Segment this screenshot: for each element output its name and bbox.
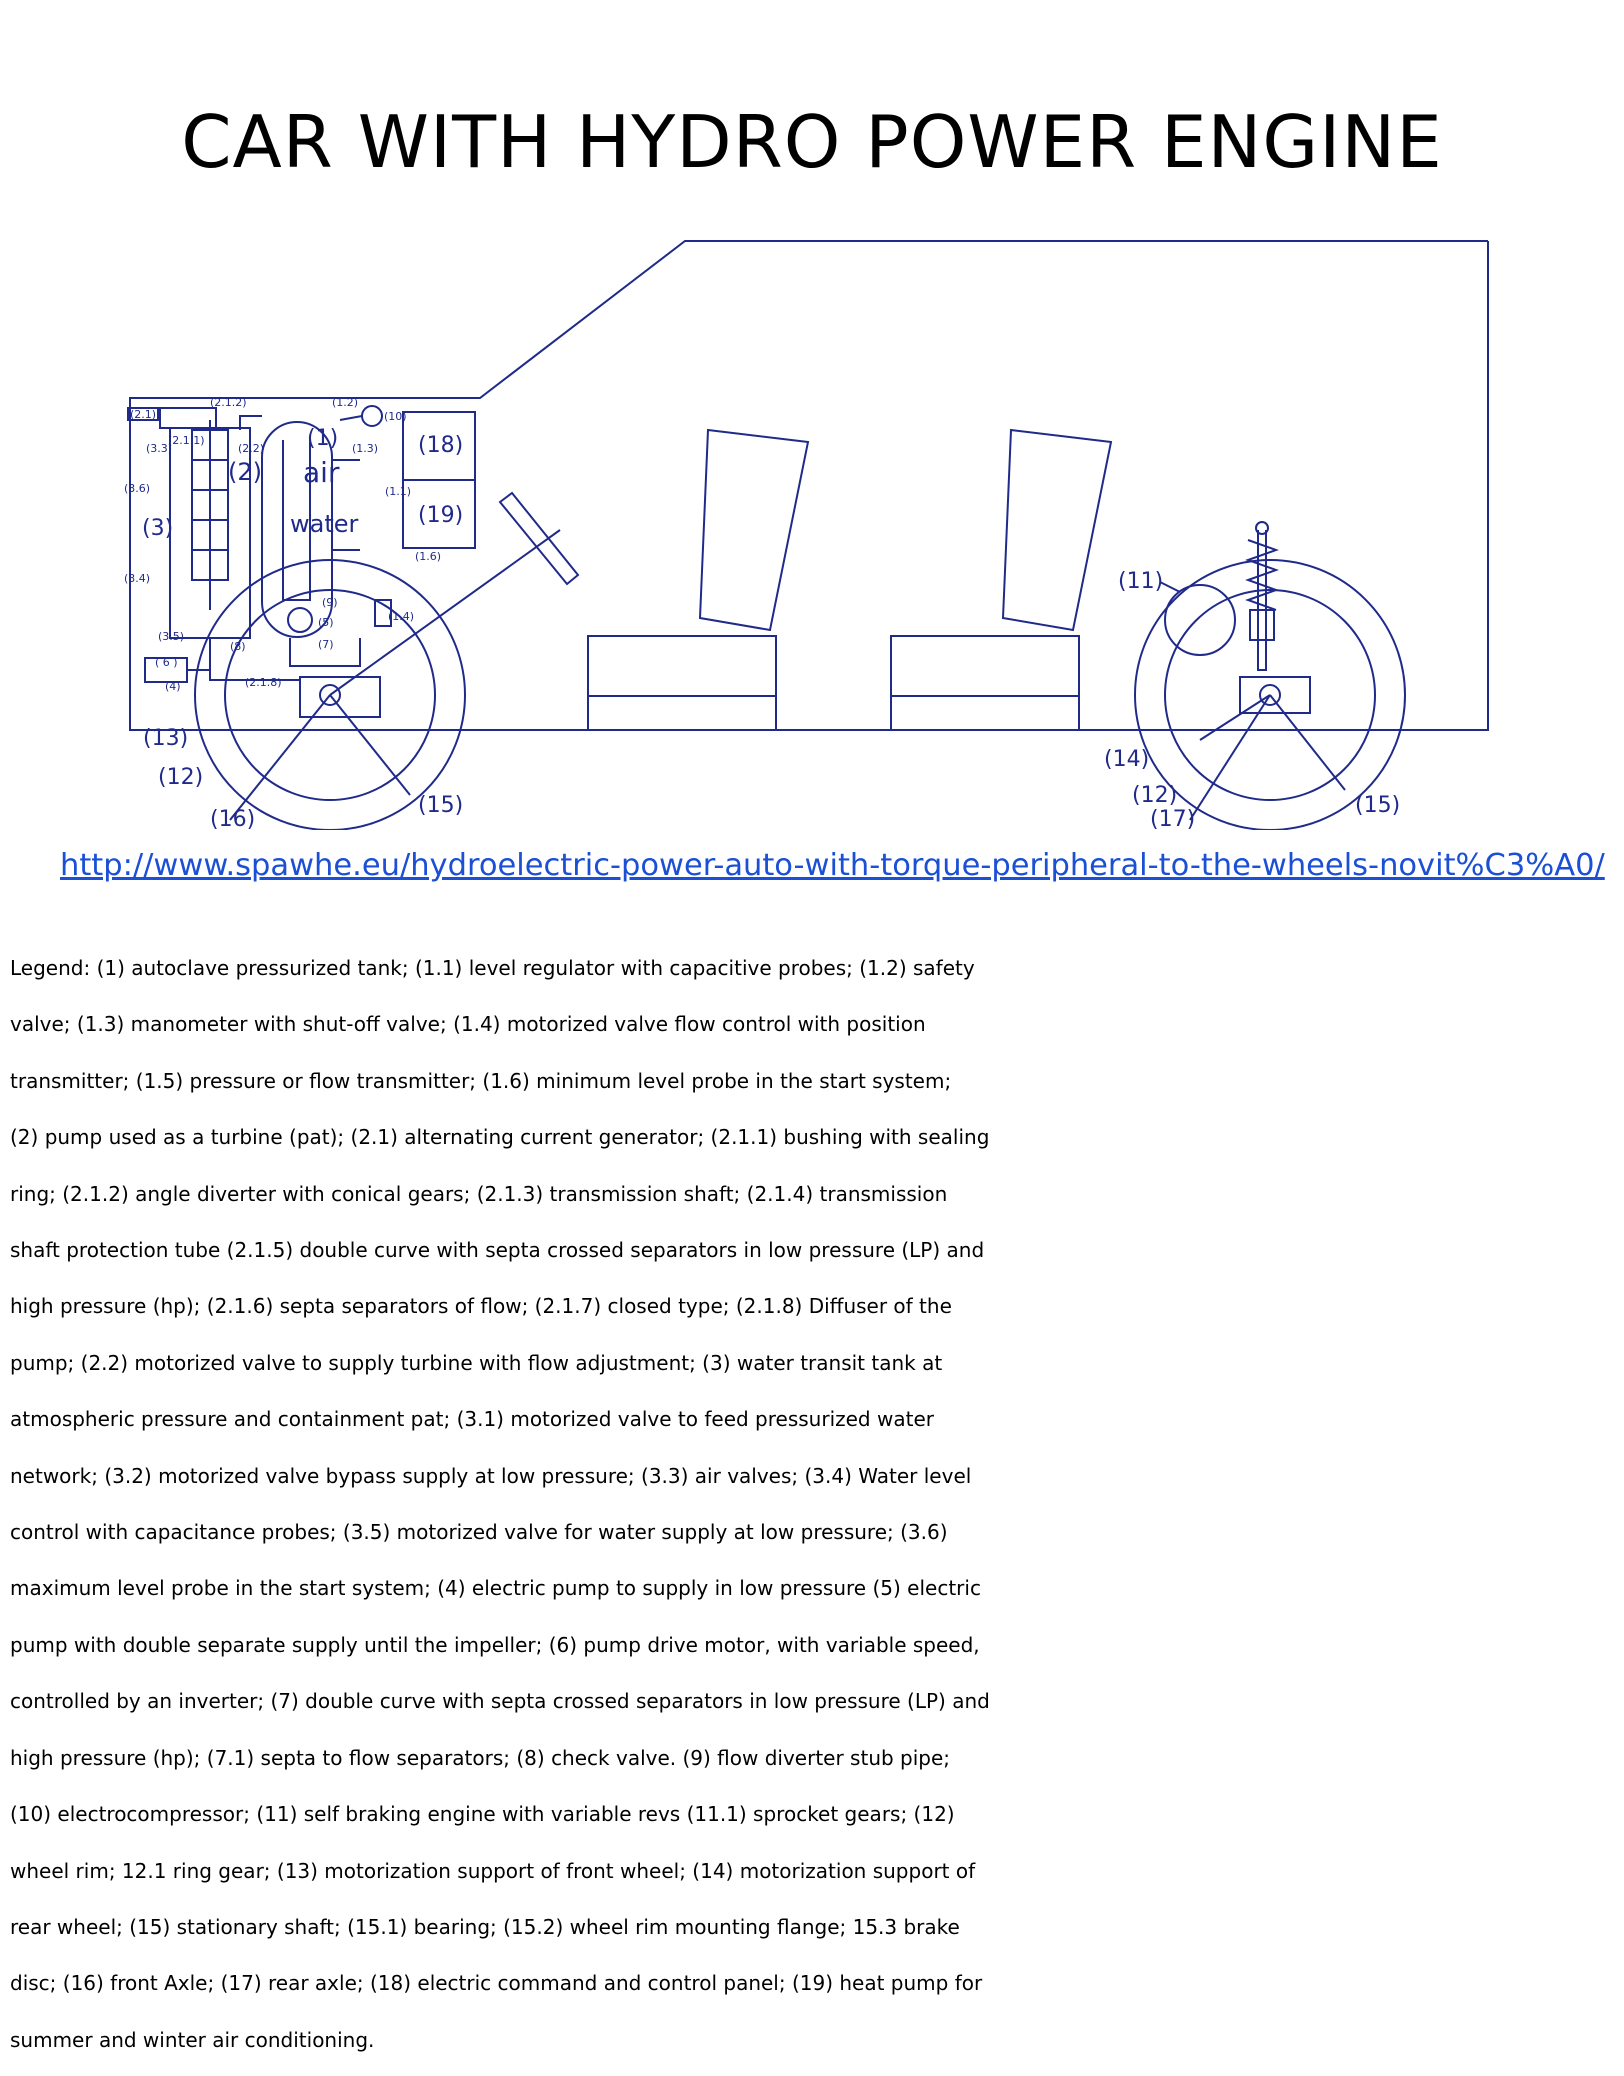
label-7: (7): [318, 638, 334, 651]
label-19: (19): [418, 503, 464, 528]
legend-line: high pressure (hp); (2.1.6) septa separators of flow; (2.1.7) closed type; (2.1.8) Diffuser of the: [10, 1294, 952, 1319]
label-3: (3): [142, 516, 174, 541]
legend-line: controlled by an inverter; (7) double curve with septa crossed separators in low pressure (LP) and: [10, 1689, 990, 1714]
front-seat-back: [700, 430, 808, 630]
label-6: ( 6 ): [155, 656, 178, 669]
rear-seat-back: [1003, 430, 1111, 630]
legend-line: maximum level probe in the start system; (4) electric pump to supply in low pressure (5) electric: [10, 1576, 981, 1601]
label-1-3: (1.3): [352, 442, 379, 455]
car-diagram: [0, 230, 1624, 830]
rear-seat-base: [891, 636, 1079, 696]
label-3-4: (3.4): [124, 572, 151, 585]
legend-line: transmitter; (1.5) pressure or flow transmitter; (1.6) minimum level probe in the start system;: [10, 1068, 952, 1093]
self-braking-engine: [1165, 585, 1235, 655]
label-15-rear: (15): [1355, 793, 1401, 818]
legend-line: network; (3.2) motorized valve bypass supply at low pressure; (3.3) air valves; (3.4) Water level: [10, 1463, 972, 1488]
label-14: (14): [1104, 747, 1150, 772]
label-2-1-1: (2.1.1): [168, 434, 205, 447]
legend-line: atmospheric pressure and containment pat; (3.1) motorized valve to feed pressurized water: [10, 1407, 934, 1432]
legend-line: shaft protection tube (2.1.5) double curve with septa crossed separators in low pressure (LP) and: [10, 1238, 985, 1263]
label-2-1-2: (2.1.2): [210, 396, 247, 409]
label-3-5: (3.5): [158, 630, 185, 643]
legend-line: high pressure (hp); (7.1) septa to flow separators; (8) check valve. (9) flow diverter stub pipe;: [10, 1745, 951, 1770]
label-2-1-8: (2.1.8): [245, 676, 282, 689]
label-10: (10): [384, 410, 407, 423]
legend-line: pump with double separate supply until the impeller; (6) pump drive motor, with variable speed,: [10, 1632, 980, 1657]
legend-line: summer and winter air conditioning.: [10, 2027, 375, 2052]
legend-line: disc; (16) front Axle; (17) rear axle; (18) electric command and control panel; (19) heat pump for: [10, 1971, 983, 1996]
legend: [10, 940, 1614, 2068]
label-17: (17): [1150, 807, 1196, 830]
legend-line: (10) electrocompressor; (11) self braking engine with variable revs (11.1) sprocket gears; (12): [10, 1802, 955, 1827]
label-1-6: (1.6): [415, 550, 442, 563]
label-15-front: (15): [418, 793, 464, 818]
label-12-front: (12): [158, 765, 204, 790]
label-5: (5): [318, 616, 334, 629]
label-1-1: (1.1): [385, 485, 412, 498]
source-link[interactable]: http://www.spawhe.eu/hydroelectric-power-auto-with-torque-peripheral-to-the-wheels-novit%C3%A0/: [60, 848, 1605, 883]
legend-line: valve; (1.3) manometer with shut-off valve; (1.4) motorized valve flow control with position: [10, 1012, 926, 1037]
legend-line: pump; (2.2) motorized valve to supply turbine with flow adjustment; (3) water transit tank at: [10, 1350, 943, 1375]
label-18: (18): [418, 433, 464, 458]
label-1-2: (1.2): [332, 396, 359, 409]
page-title: CAR WITH HYDRO POWER ENGINE: [181, 100, 1443, 184]
steering-column: [500, 493, 578, 584]
label-3-6: (3.6): [124, 482, 151, 495]
label-9: (9): [322, 596, 338, 609]
label-12-rear: (12): [1132, 783, 1178, 808]
label-2: (2): [228, 458, 262, 486]
front-seat-base: [588, 636, 776, 696]
label-8: (8): [230, 640, 246, 653]
label-2-2: (2.2): [238, 442, 265, 455]
label-1: (1): [307, 426, 339, 451]
legend-line: ring; (2.1.2) angle diverter with conical gears; (2.1.3) transmission shaft; (2.1.4) transmission: [10, 1181, 948, 1206]
legend-line: Legend: (1) autoclave pressurized tank; (1.1) level regulator with capacitive probes; (1.2) safety: [10, 956, 975, 980]
label-2-1: (2.1): [130, 408, 157, 421]
label-air: air: [303, 456, 340, 489]
label-16: (16): [210, 807, 256, 830]
legend-line: control with capacitance probes; (3.5) motorized valve for water supply at low pressure; (3.6): [10, 1520, 948, 1545]
legend-line: (2) pump used as a turbine (pat); (2.1) alternating current generator; (2.1.1) bushing with sealing: [10, 1125, 990, 1150]
label-water: water: [290, 510, 359, 538]
legend-line: wheel rim; 12.1 ring gear; (13) motorization support of front wheel; (14) motorization support of: [10, 1858, 976, 1883]
label-13: (13): [143, 726, 189, 751]
legend-line: rear wheel; (15) stationary shaft; (15.1) bearing; (15.2) wheel rim mounting flange; 15.3 brake: [10, 1914, 960, 1939]
label-3-3: (3.3): [146, 442, 173, 455]
label-1-4: (1.4): [388, 610, 415, 623]
label-11: (11): [1118, 569, 1164, 594]
label-4: (4): [165, 680, 181, 693]
